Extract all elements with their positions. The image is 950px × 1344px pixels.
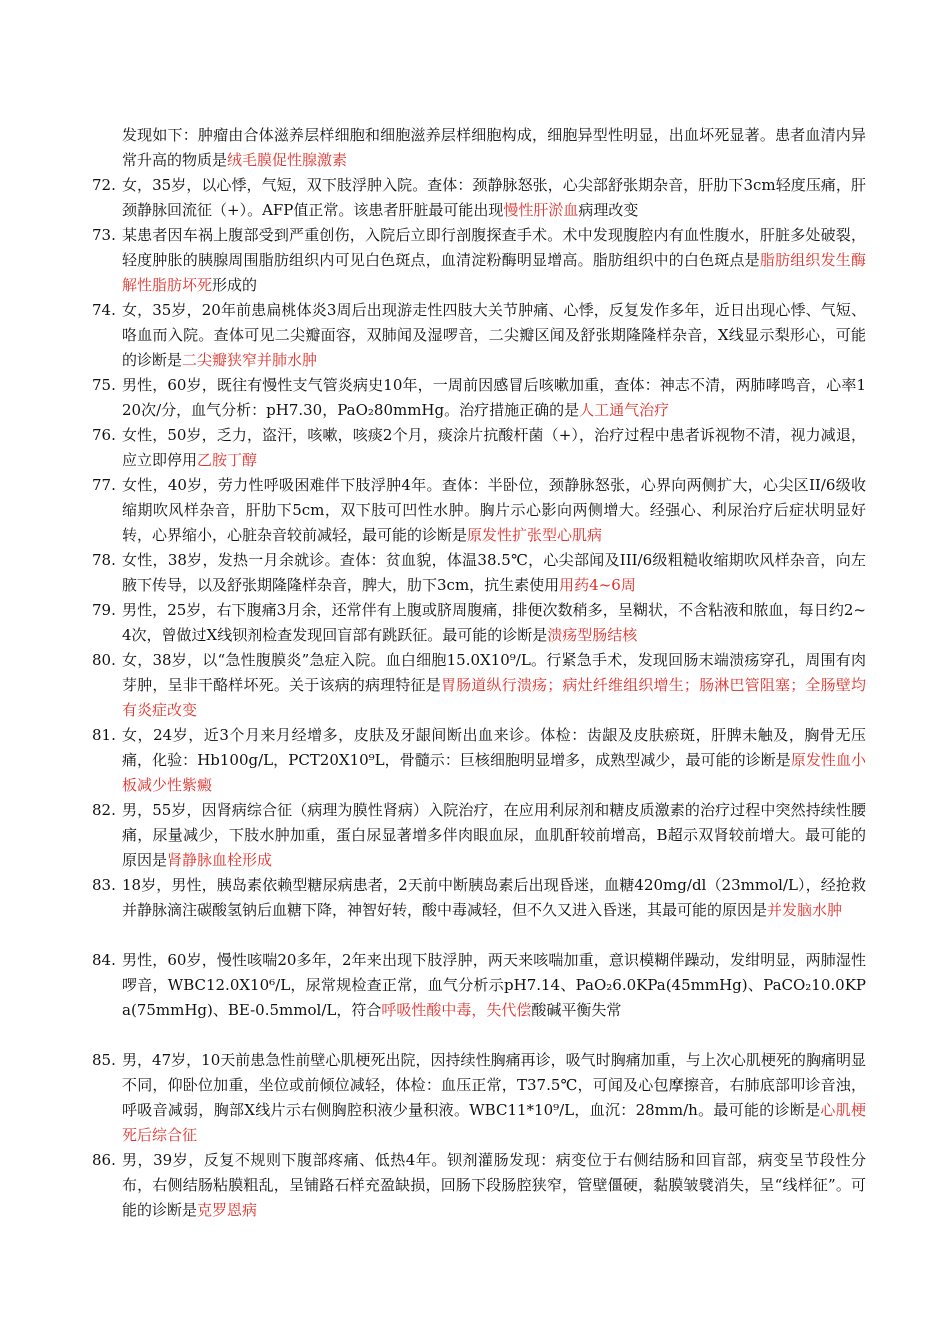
question-tail: 形成的	[212, 276, 258, 294]
question-stem: 女，24岁，近3个月来月经增多，皮肤及牙龈间断出血来诊。体检：齿龈及皮肤瘀斑，肝脾未触及，胸骨无压痛，化验：Hb100g/L，PCT20X10⁹L，骨髓示：巨核细胞明显增多，成熟型减少，最可能的诊断是	[122, 726, 866, 769]
answer-highlight: 乙胺丁醇	[197, 451, 258, 469]
question-number: 81.	[92, 726, 116, 744]
question-text	[122, 173, 866, 223]
question-text	[122, 223, 866, 298]
answer-highlight: 人工通气治疗	[579, 401, 670, 419]
question-number: 72.	[92, 176, 116, 194]
question-text	[122, 648, 866, 723]
question-stem: 男，55岁，因肾病综合征（病理为膜性肾病）入院治疗，在应用利尿剂和糖皮质激素的治疗过程中突然持续性腰痛，尿量减少，下肢水肿加重，蛋白尿显著增多伴肉眼血尿，血肌酐较前增高，B超示双肾较前增大。最可能的原因是	[122, 801, 866, 869]
question-stem: 发现如下：肿瘤由合体滋养层样细胞和细胞滋养层样细胞构成，细胞异型性明显，出血坏死显著。患者血清内异常升高的物质是	[122, 126, 866, 169]
question-number: 83.	[92, 876, 116, 894]
question-stem: 某患者因车祸上腹部受到严重创伤，入院后立即行剖腹探查手术。术中发现腹腔内有血性腹水，肝脏多处破裂，轻度肿胀的胰腺周围脂肪组织内可见白色斑点，血清淀粉酶明显增高。脂肪组织中的白色斑点是	[122, 226, 866, 269]
question-text	[122, 473, 866, 548]
question-number: 86.	[92, 1151, 116, 1169]
question-text	[122, 598, 866, 648]
question-text	[122, 723, 866, 798]
question-number: 80.	[92, 651, 116, 669]
question-stem: 男性，25岁，右下腹痛3月余，还常伴有上腹或脐周腹痛，排便次数稍多，呈糊状，不含粘液和脓血，每日约2~4次，曾做过X线钡剂检查发现回盲部有跳跃征。最可能的诊断是	[122, 601, 866, 644]
question-stem: 女，35岁，以心悸，气短，双下肢浮肿入院。查体：颈静脉怒张，心尖部舒张期杂音，肝肋下3cm轻度压痛，肝颈静脉回流征（+）。AFP值正常。该患者肝脏最可能出现	[122, 176, 866, 219]
question-stem: 女，35岁，20年前患扁桃体炎3周后出现游走性四肢大关节肿痛、心悸，反复发作多年，近日出现心悸、气短、咯血而入院。查体可见二尖瓣面容，双肺闻及湿啰音，二尖瓣区闻及舒张期隆隆样杂音，X线显示梨形心，可能的诊断是	[122, 301, 866, 369]
answer-highlight: 溃疡型肠结核	[547, 626, 638, 644]
question-number: 84.	[92, 951, 116, 969]
question-number: 78.	[92, 551, 116, 569]
answer-highlight: 呼吸性酸中毒，失代偿	[381, 1001, 532, 1019]
question-stem: 女，38岁，以“急性腹膜炎”急症入院。血白细胞15.0X10⁹/L。行紧急手术，发现回肠末端溃疡穿孔，周围有肉芽肿，呈非干酪样坏死。关于该病的病理特征是	[122, 651, 866, 694]
answer-highlight: 脂肪组织发生酶解性脂肪坏死	[122, 251, 866, 294]
question-number: 74.	[92, 301, 116, 319]
question-stem: 男性，60岁，既往有慢性支气管炎病史10年，一周前因感冒后咳嗽加重，查体：神志不清，两肺哮鸣音，心率120次/分，血气分析：pH7.30，PaO₂80mmHg。治疗措施正确的是	[122, 376, 866, 419]
question-stem: 男性，60岁，慢性咳喘20多年，2年来出现下肢浮肿，两天来咳喘加重，意识模糊伴躁动，发绀明显，两肺湿性啰音，WBC12.0X10⁶/L，尿常规检查正常，血气分析示pH7.14、PaO₂6.0KPa(45mmHg)、PaCO₂10.0KPa(75mmHg)、BE-0.5mmol/L，符合	[122, 951, 866, 1019]
question-stem: 女性，38岁，发热一月余就诊。查体：贫血貌，体温38.5℃，心尖部闻及III/6级粗糙收缩期吹风样杂音，向左腋下传导，以及舒张期隆隆样杂音，脾大，肋下3cm，抗生素使用	[122, 551, 866, 594]
answer-highlight: 肾静脉血栓形成	[167, 851, 273, 869]
question-tail: 病理改变	[578, 201, 639, 219]
answer-highlight: 用药4~6周	[559, 576, 636, 594]
answer-highlight: 绒毛膜促性腺激素	[227, 151, 348, 169]
question-text	[122, 298, 866, 373]
answer-highlight: 二尖瓣狭窄并肺水肿	[182, 351, 318, 369]
question-text	[122, 1148, 866, 1223]
answer-highlight: 克罗恩病	[197, 1201, 258, 1219]
question-text	[122, 948, 866, 1023]
question-number: 85.	[92, 1051, 116, 1069]
question-stem: 男，39岁，反复不规则下腹部疼痛、低热4年。钡剂灌肠发现：病变位于右侧结肠和回盲部，病变呈节段性分布，右侧结肠粘膜粗乱，呈铺路石样充盈缺损，回肠下段肠腔狭窄，管壁僵硬，黏膜皱襞消失，呈“线样征”。可能的诊断是	[122, 1151, 866, 1219]
answer-highlight: 心肌梗死后综合征	[122, 1101, 866, 1144]
question-text	[122, 373, 866, 423]
question-number: 77.	[92, 476, 116, 494]
question-stem: 18岁，男性，胰岛素依赖型糖尿病患者，2天前中断胰岛素后出现昏迷，血糖420mg/dl（23mmol/L），经抢救并静脉滴注碳酸氢钠后血糖下降，神智好转，酸中毒减轻，但不久又进入昏迷，其最可能的原因是	[122, 876, 866, 919]
answer-highlight: 原发性血小板减少性紫癜	[122, 751, 866, 794]
question-number: 79.	[92, 601, 116, 619]
answer-highlight: 并发脑水肿	[767, 901, 843, 919]
question-stem: 男，47岁，10天前患急性前壁心肌梗死出院，因持续性胸痛再诊，吸气时胸痛加重，与上次心肌梗死的胸痛明显不同，仰卧位加重，坐位或前倾位减轻，体检：血压正常，T37.5℃，可闻及心包摩擦音，右肺底部叩诊音浊，呼吸音减弱，胸部X线片示右侧胸腔积液少量积液。WBC11*10⁹/L，血沉：28mm/h。最可能的诊断是	[122, 1051, 866, 1119]
question-text	[122, 548, 866, 598]
question-text	[122, 873, 866, 923]
answer-highlight: 胃肠道纵行溃疡；病灶纤维组织增生；肠淋巴管阻塞；全肠壁均有炎症改变	[122, 676, 866, 719]
question-number: 76.	[92, 426, 116, 444]
question-text	[122, 423, 866, 473]
question-text	[122, 798, 866, 873]
question-number: 75.	[92, 376, 116, 394]
question-text	[122, 1048, 866, 1148]
question-stem: 女性，50岁，乏力，盗汗，咳嗽，咳痰2个月，痰涂片抗酸杆菌（+），治疗过程中患者诉视物不清，视力减退，应立即停用	[122, 426, 866, 469]
question-tail: 酸碱平衡失常	[531, 1001, 622, 1019]
question-number: 73.	[92, 226, 116, 244]
answer-highlight: 原发性扩张型心肌病	[467, 526, 603, 544]
question-text	[122, 123, 866, 173]
question-stem: 女性，40岁，劳力性呼吸困难伴下肢浮肿4年。查体：半卧位，颈静脉怒张，心界向两侧扩大，心尖区II/6级收缩期吹风样杂音，肝肋下5cm，双下肢可凹性水肿。胸片示心影向两侧增大。经强心、利尿治疗后症状明显好转，心界缩小，心脏杂音较前减轻，最可能的诊断是	[122, 476, 866, 544]
question-number: 82.	[92, 801, 116, 819]
answer-highlight: 慢性肝淤血	[503, 201, 579, 219]
